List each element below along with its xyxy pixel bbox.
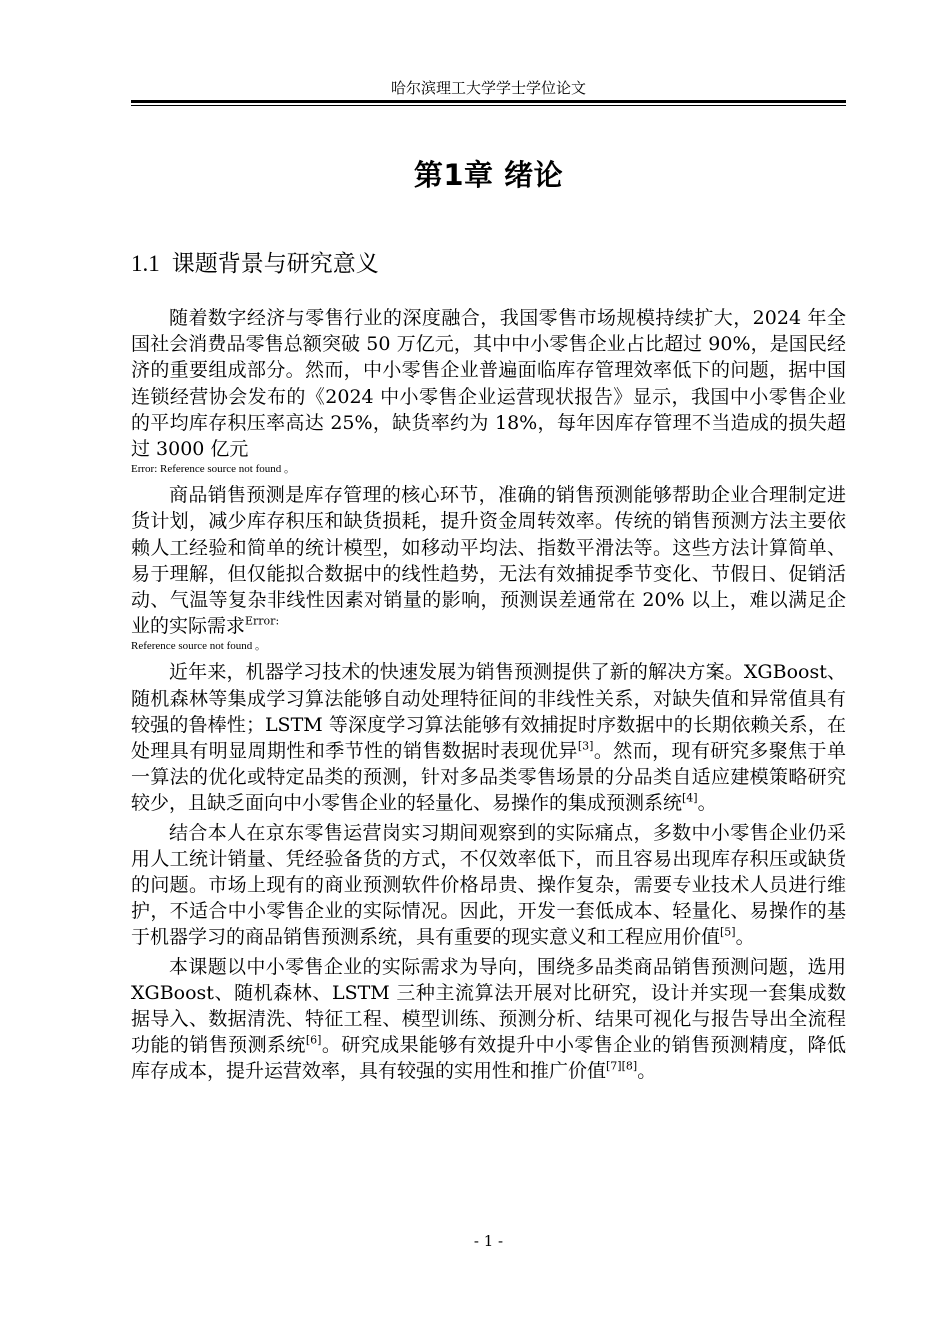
paragraph-text: 。研究成果能够有效提升中小零售企业的销售预测精度，降低库存成本，提升运营效率，具有较强的实用性和推广价值 [131,1034,846,1083]
paragraph-5 [131,954,846,1085]
citation: [7][8] [606,1060,638,1074]
citation: [6] [305,1033,322,1047]
reference-error: Error: Reference source not found 。 [131,463,296,476]
paragraph-text: 随着数字经济与零售行业的深度融合，我国零售市场规模持续扩大，2024 年全国社会消费品零售总额突破 50 万亿元，其中中小零售企业占比超过 90%，是国民经济的重要组成部分。然而，中小零售企业普遍面临库存管理效率低下的问题，据中国连锁经营协会发布的《2024 中小零售企业运营现状报告》显示，我国中小零售企业的平均库存积压率高达 25%，缺货率约为 18%，每年因库存管理不当造成的损失超过 3000 亿元 [131,307,846,461]
running-header: 哈尔滨理工大学学士学位论文 [390,79,586,97]
reference-error: Error: [245,614,280,628]
paragraph-2 [131,482,846,639]
paragraph-1 [131,305,846,462]
paragraph-text: 结合本人在京东零售运营岗实习期间观察到的实际痛点，多数中小零售企业仍采用人工统计销量、凭经验备货的方式，不仅效率低下，而且容易出现库存积压或缺货的问题。市场上现有的商业预测软件价格昂贵、操作复杂，需要专业技术人员进行维护，不适合中小零售企业的实际情况。因此，开发一套低成本、轻量化、易操作的基于机器学习的商品销售预测系统，具有重要的现实意义和工程应用价值 [131,821,846,949]
paragraph-end: 。 [255,640,267,653]
paragraph-text: 。然而，现有研究多聚焦于单一算法的优化或特定品类的预测，针对多品类零售场景的分品类自适应建模策略研究较少，且缺乏面向中小零售企业的轻量化、易操作的集成预测系统 [131,740,846,815]
paragraph-end: 。 [284,463,296,476]
section-heading [131,248,379,280]
header-rule-thick [131,100,846,103]
citation: [4] [682,792,698,806]
citation: [5] [720,926,736,940]
section-number: 1.1 [131,251,160,276]
paragraph-text: 商品销售预测是库存管理的核心环节，准确的销售预测能够帮助企业合理制定进货计划，减少库存积压和缺货损耗，提升资金周转效率。传统的销售预测方法主要依赖人工经验和简单的统计模型，如移动平均法、指数平滑法等。这些方法计算简单、易于理解，但仅能拟合数据中的线性趋势，无法有效捕捉季节变化、节假日、促销活动、气温等复杂非线性因素对销量的影响，预测误差通常在 20% 以上，难以满足企业的实际需求 [131,484,846,638]
paragraph-3 [131,659,846,816]
paragraph-text: 近年来，机器学习技术的快速发展为销售预测提供了新的解决方案。XGBoost、随机森林等集成学习算法能够自动处理特征间的非线性关系，对缺失值和异常值具有较强的鲁棒性；LSTM 等深度学习算法能够有效捕捉时序数据中的长期依赖关系，在处理具有明显周期性和季节性的销售数据时表现优异 [131,661,846,763]
body-text [131,305,846,1085]
reference-error: Reference source not found 。 [131,640,267,653]
paragraph-end: 。 [735,926,755,949]
header-rule-thin [131,105,846,106]
paragraph-end: 。 [697,792,717,815]
paragraph-4 [131,820,846,951]
paragraph-text: 本课题以中小零售企业的实际需求为导向，围绕多品类商品销售预测问题，选用 XGBoost、随机森林、LSTM 三种主流算法开展对比研究，设计并实现一套集成数据导入、数据清洗、特征工程、模型训练、预测分析、结果可视化与报告导出全流程功能的销售预测系统 [131,955,846,1057]
citation: [3] [577,739,594,753]
section-title: 课题背景与研究意义 [171,251,379,277]
chapter-title: 第1章 绪论 [413,158,564,192]
paragraph-end: 。 [637,1060,657,1083]
page-number: - 1 - [473,1232,504,1250]
